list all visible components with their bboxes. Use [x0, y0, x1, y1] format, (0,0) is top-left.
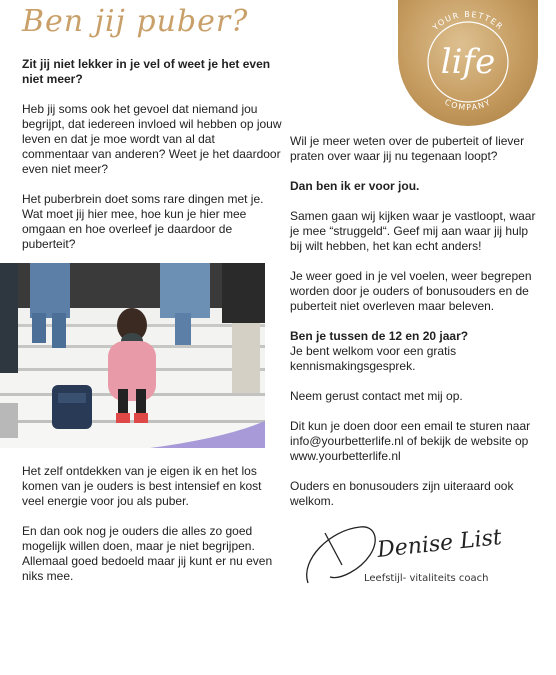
paragraph-welcome: Je bent welkom voor een gratis kennismakingsgesprek.	[290, 344, 457, 373]
page-heading: Ben jij puber?	[22, 4, 249, 39]
paragraph-email-website: Dit kun je doen door een email te sturen naar info@yourbetterlife.nl of bekijk de website op www.yourbetterlife.nl	[290, 419, 531, 463]
teen-on-stairs-photo	[0, 263, 265, 448]
svg-text:COMPANY	[443, 97, 493, 112]
left-column-top	[22, 57, 284, 252]
company-logo	[398, 0, 538, 126]
paragraph-feel-good: Je weer goed in je vel voelen, weer begrepen worden door je ouders of bonusouders en de puberteit niet overleven maar beleven.	[290, 269, 532, 313]
age-question: Ben je tussen de 12 en 20 jaar?	[290, 329, 469, 343]
left-column-bottom	[22, 464, 280, 584]
logo-main-text: life	[440, 42, 496, 82]
paragraph-together: Samen gaan wij kijken waar je vastloopt, waar je mee “struggeld“. Geef mij aan waar jij hulp bij wilt hebben, het kan echt anders!	[290, 209, 536, 253]
paragraph-more-info: Wil je meer weten over de puberteit of liever praten over waar jij nu tegenaan loopt?	[290, 134, 525, 163]
paragraph-feeling: Heb jij soms ook het gevoel dat niemand jou begrijpt, dat iedereen invloed wil hebben op jouw leven en dat je moe wordt van al dat commentaar van anderen? Weet je het daardoor even niet meer?	[22, 102, 282, 176]
svg-text:YOUR BETTER	[430, 10, 505, 33]
intro-question: Zit jij niet lekker in je vel of weet je het even niet meer?	[22, 57, 271, 86]
paragraph-parents: En dan ook nog je ouders die alles zo goed mogelijk willen doen, maar je niet begrijpen. Allemaal goed bedoeld maar jij kunt er nu even niks mee.	[22, 524, 273, 583]
logo-top-text: YOUR BETTER	[430, 9, 506, 33]
paragraph-here-for-you: Dan ben ik er voor jou.	[290, 179, 420, 193]
paragraph-self-discovery: Het zelf ontdekken van je eigen ik en het los komen van je ouders is best intensief en kost veel energie voor jou als puber.	[22, 464, 262, 508]
paragraph-brain: Het puberbrein doet soms rare dingen met je. Wat moet jij hier mee, hoe kun je hier mee omgaan en hoe overleef je daardoor de puberteit?	[22, 192, 264, 251]
signature-name: Denise List	[376, 525, 503, 563]
signature	[300, 505, 550, 595]
signature-subtitle: Leefstijl- vitaliteits coach	[364, 573, 489, 584]
right-column	[290, 134, 540, 509]
paragraph-contact: Neem gerust contact met mij op.	[290, 389, 463, 403]
logo-bottom-text: COMPANY	[443, 97, 493, 113]
paragraph-parents-welcome: Ouders en bonusouders zijn uiteraard ook welkom.	[290, 479, 514, 508]
